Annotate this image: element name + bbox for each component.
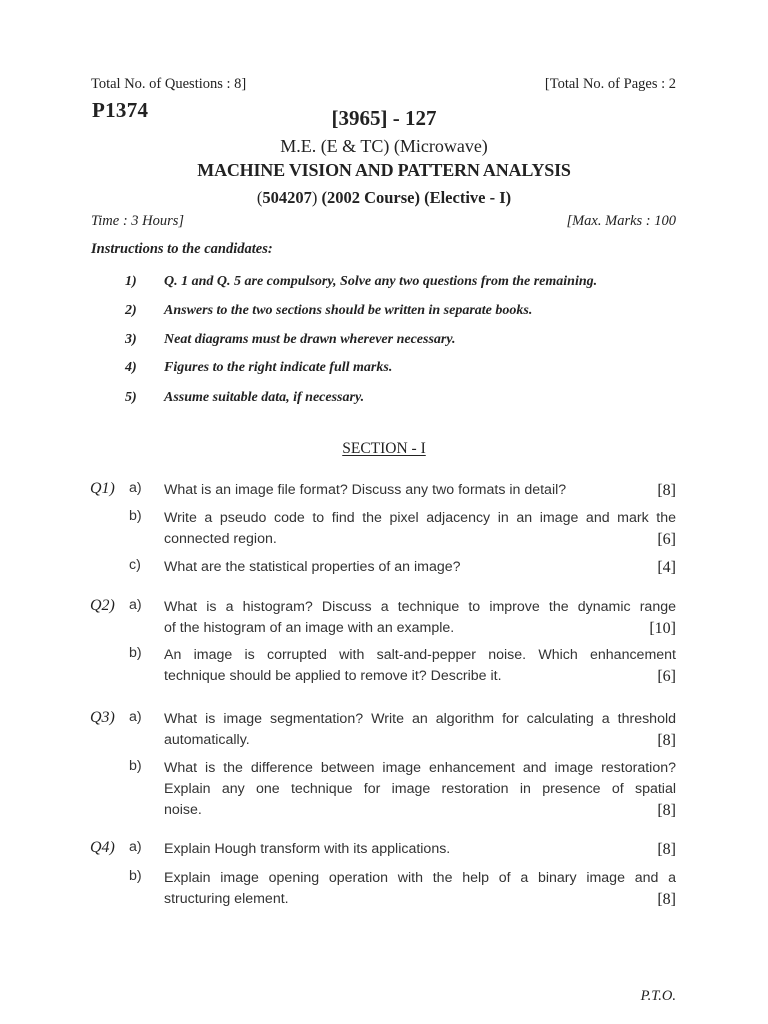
question-text <box>164 480 676 501</box>
instruction-item <box>0 274 768 294</box>
part-label: a) <box>129 839 142 855</box>
question-number: Q2) <box>90 597 115 614</box>
course-code-line: (504207) (2002 Course) (Elective - I) <box>256 188 512 207</box>
part-label: b) <box>129 508 142 524</box>
instruction-text: Assume suitable data, if necessary. <box>164 390 365 405</box>
course-code: 504207 <box>262 188 312 207</box>
question-line: connected region. <box>164 531 277 547</box>
marks: [8] <box>657 732 676 749</box>
instruction-item <box>0 360 768 380</box>
instruction-number: 2) <box>125 303 137 318</box>
question-line: noise. <box>164 802 202 818</box>
question-text <box>164 868 676 910</box>
instruction-number: 5) <box>125 390 137 405</box>
section-heading <box>0 440 768 458</box>
question-text <box>164 645 676 687</box>
time-allowed: Time : 3 Hours] <box>91 213 185 229</box>
max-marks: [Max. Marks : 100 <box>566 213 676 229</box>
part-label: a) <box>129 597 142 613</box>
question-number: Q3) <box>90 709 115 726</box>
question-text <box>164 597 676 639</box>
marks: [8] <box>657 841 676 858</box>
part-label: c) <box>129 557 141 573</box>
question-text <box>164 758 676 821</box>
question-text <box>164 557 676 578</box>
question-line: What are the statistical properties of an image? <box>164 559 461 575</box>
instruction-item <box>0 332 768 352</box>
marks: [4] <box>657 559 676 576</box>
subject-title: MACHINE VISION AND PATTERN ANALYSIS <box>197 160 571 180</box>
question-line: What is an image file format? Discuss any two formats in detail? <box>164 482 567 498</box>
part-label: b) <box>129 645 142 661</box>
question-line: Explain Hough transform with its applications. <box>164 841 451 857</box>
question-number: Q4) <box>90 839 115 856</box>
total-pages: [Total No. of Pages : 2 <box>544 76 676 92</box>
question-line: structuring element. <box>164 891 289 907</box>
instruction-text: Figures to the right indicate full marks. <box>164 360 393 375</box>
question-line: What is the difference between image enhancement and image restoration? <box>164 760 676 776</box>
question-line: automatically. <box>164 732 250 748</box>
question-text <box>164 508 676 550</box>
marks: [6] <box>657 531 676 548</box>
question-number: Q1) <box>90 480 115 497</box>
instruction-text: Answers to the two sections should be written in separate books. <box>164 303 533 318</box>
part-label: a) <box>129 480 142 496</box>
marks: [10] <box>649 620 676 637</box>
question-text <box>164 709 676 751</box>
question-line: Write a pseudo code to find the pixel adjacency in an image and mark the <box>164 510 676 526</box>
question-line: technique should be applied to remove it? Describe it. <box>164 668 502 684</box>
question-line: of the histogram of an image with an example. <box>164 620 455 636</box>
course-title: M.E. (E & TC) (Microwave) <box>280 136 488 156</box>
page-turn-note: P.T.O. <box>640 988 676 1004</box>
paper-code: P1374 <box>92 98 149 122</box>
question-line: An image is corrupted with salt-and-pepper noise. Which enhancement <box>164 647 676 663</box>
marks: [6] <box>657 668 676 685</box>
marks: [8] <box>657 482 676 499</box>
instruction-number: 4) <box>125 360 137 375</box>
instruction-number: 1) <box>125 274 137 289</box>
part-label: a) <box>129 709 142 725</box>
instruction-item <box>0 390 768 410</box>
instruction-number: 3) <box>125 332 137 347</box>
course-pattern: (2002 Course) (Elective - I) <box>321 188 512 207</box>
time-marks-row <box>91 213 676 230</box>
instruction-text: Q. 1 and Q. 5 are compulsory, Solve any two questions from the remaining. <box>164 274 598 289</box>
question-line: Explain any one technique for image restoration in presence of spatial <box>164 781 676 797</box>
instructions-title: Instructions to the candidates: <box>91 241 273 257</box>
question-text <box>164 839 676 860</box>
part-label: b) <box>129 868 142 884</box>
instruction-text: Neat diagrams must be drawn wherever necessary. <box>164 332 456 347</box>
question-line: What is a histogram? Discuss a technique to improve the dynamic range <box>164 599 676 615</box>
seat-code: [3965] - 127 <box>331 106 437 130</box>
part-label: b) <box>129 758 142 774</box>
total-questions: Total No. of Questions : 8] <box>91 76 247 92</box>
section-title: SECTION - I <box>342 440 426 457</box>
marks: [8] <box>657 802 676 819</box>
instruction-item <box>0 303 768 323</box>
marks: [8] <box>657 891 676 908</box>
question-line: What is image segmentation? Write an algorithm for calculating a threshold <box>164 711 676 727</box>
question-line: Explain image opening operation with the help of a binary image and a <box>164 870 676 886</box>
